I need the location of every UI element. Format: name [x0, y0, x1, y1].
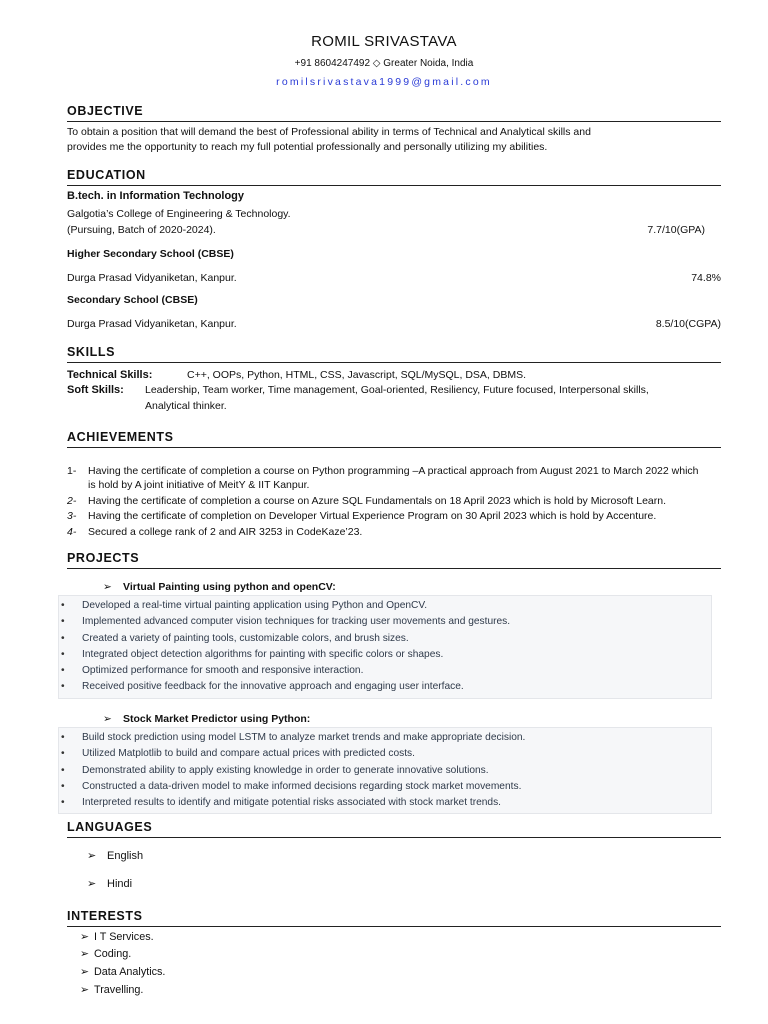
interest-item	[80, 947, 131, 962]
btech-score: 7.7/10(GPA)	[647, 224, 705, 236]
list-item: • Implemented advanced computer vision techniques for tracking user movements and gestures.	[59, 614, 711, 630]
list-item: • Build stock prediction using model LSTM to analyze market trends and make appropriate decision.	[59, 730, 711, 746]
btech-college: Galgotia’s College of Engineering & Technology.	[67, 208, 291, 220]
ssc-degree: Secondary School (CBSE)	[67, 294, 198, 306]
achievement-text: Having the certificate of completion on Developer Virtual Experience Program on 30 April 2023 which is hold by Accenture.	[88, 510, 657, 522]
achievement-text: Having the certificate of completion a course on Azure SQL Fundamentals on 18 April 2023 which is hold by Microsoft Learn.	[88, 495, 667, 507]
soft-skills-label: Soft Skills:	[67, 384, 124, 396]
list-item: • Integrated object detection algorithms for painting with specific colors or shapes.	[59, 647, 711, 663]
arrow-bullet-icon: ➢	[80, 984, 90, 996]
interest-text: Travelling.	[94, 984, 144, 996]
achievement-number: 4-	[67, 526, 77, 538]
soft-skills-value-2: Analytical thinker.	[145, 400, 227, 412]
language-text: Hindi	[107, 878, 133, 890]
section-title-objective: OBJECTIVE	[67, 103, 721, 122]
language-item-english	[87, 849, 143, 864]
project-title-text: Virtual Painting using python and openCV:	[123, 581, 336, 593]
section-title-languages: LANGUAGES	[67, 819, 721, 838]
list-item: • Utilized Matplotlib to build and compare actual prices with predicted costs.	[59, 746, 711, 762]
section-title-projects: PROJECTS	[67, 550, 721, 569]
ssc-school: Durga Prasad Vidyaniketan, Kanpur.	[67, 318, 237, 330]
contact-line: +91 8604247492 ◇ Greater Noida, India	[294, 58, 474, 69]
btech-degree: B.tech. in Information Technology	[67, 190, 245, 202]
arrow-bullet-icon: ➢	[87, 878, 97, 890]
section-title-skills: SKILLS	[67, 344, 721, 363]
section-title-achievements: ACHIEVEMENTS	[67, 429, 721, 448]
section-title-education: EDUCATION	[67, 167, 721, 186]
achievement-number: 2-	[67, 495, 77, 507]
technical-skills-label: Technical Skills:	[67, 369, 153, 381]
interest-item	[80, 930, 154, 945]
interest-item	[80, 983, 143, 998]
objective-line-2: provides me the opportunity to reach my full potential professionally and personally utilizing my abilities.	[67, 141, 548, 153]
btech-note: (Pursuing, Batch of 2020-2024).	[67, 224, 216, 236]
hsc-degree: Higher Secondary School (CBSE)	[67, 248, 234, 260]
project-title-virtual-painting	[103, 580, 336, 594]
achievement-item	[67, 464, 707, 492]
project-title-stock-predictor	[103, 712, 310, 726]
interest-item	[80, 965, 165, 980]
list-item: • Received positive feedback for the innovative approach and engaging user interface.	[59, 679, 711, 695]
interest-text: I T Services.	[94, 931, 154, 943]
language-item-hindi	[87, 877, 132, 892]
list-item: • Optimized performance for smooth and responsive interaction.	[59, 663, 711, 679]
section-title-interests: INTERESTS	[67, 908, 721, 927]
ssc-score: 8.5/10(CGPA)	[655, 318, 721, 330]
achievement-number: 1-	[67, 465, 77, 477]
achievement-text: Secured a college rank of 2 and AIR 3253 in CodeKaze’23.	[88, 526, 363, 538]
achievement-item	[67, 525, 707, 539]
arrow-bullet-icon: ➢	[80, 931, 90, 943]
objective-line-1: To obtain a position that will demand the best of Professional ability in terms of Technical and Analytical skills and	[67, 126, 591, 138]
language-text: English	[107, 850, 144, 862]
soft-skills-row	[67, 383, 721, 398]
hsc-row	[67, 271, 721, 285]
project-bullets-virtual-painting	[58, 595, 712, 699]
email-link[interactable]: romilsrivastava1999@gmail.com	[276, 76, 492, 88]
technical-skills-value: C++, OOPs, Python, HTML, CSS, Javascript, SQL/MySQL, DSA, DBMS.	[187, 369, 527, 381]
arrow-bullet-icon: ➢	[80, 948, 90, 960]
interest-text: Data Analytics.	[94, 966, 166, 978]
list-item: • Interpreted results to identify and mitigate potential risks associated with stock market trends.	[59, 795, 711, 811]
project-bullets-stock-predictor	[58, 727, 712, 814]
candidate-name: ROMIL SRIVASTAVA	[311, 33, 457, 50]
technical-skills-row	[67, 368, 721, 383]
arrow-bullet-icon: ➢	[87, 850, 97, 862]
list-item: • Demonstrated ability to apply existing knowledge in order to generate innovative solutions.	[59, 763, 711, 779]
achievement-number: 3-	[67, 510, 77, 522]
soft-skills-value-1: Leadership, Team worker, Time management, Goal-oriented, Resiliency, Future focused, Interpersonal skills,	[145, 384, 649, 396]
achievement-text: Having the certificate of completion a course on Python programming –A practical approach from August 2021 to March 2022 which is hold by A joint initiative of MeitY & IIT Kanpur.	[88, 465, 699, 492]
hsc-school: Durga Prasad Vidyaniketan, Kanpur.	[67, 272, 237, 284]
achievement-item	[67, 494, 707, 508]
arrow-bullet-icon: ➢	[103, 581, 112, 593]
ssc-row	[67, 317, 721, 331]
btech-row	[67, 223, 721, 237]
list-item: • Developed a real-time virtual painting application using Python and OpenCV.	[59, 598, 711, 614]
arrow-bullet-icon: ➢	[103, 713, 112, 725]
hsc-score: 74.8%	[691, 272, 721, 284]
project-title-text: Stock Market Predictor using Python:	[123, 713, 311, 725]
list-item: • Constructed a data-driven model to make informed decisions regarding stock market movements.	[59, 779, 711, 795]
interest-text: Coding.	[94, 948, 132, 960]
achievement-item	[67, 509, 707, 523]
arrow-bullet-icon: ➢	[80, 966, 90, 978]
list-item: • Created a variety of painting tools, customizable colors, and brush sizes.	[59, 631, 711, 647]
